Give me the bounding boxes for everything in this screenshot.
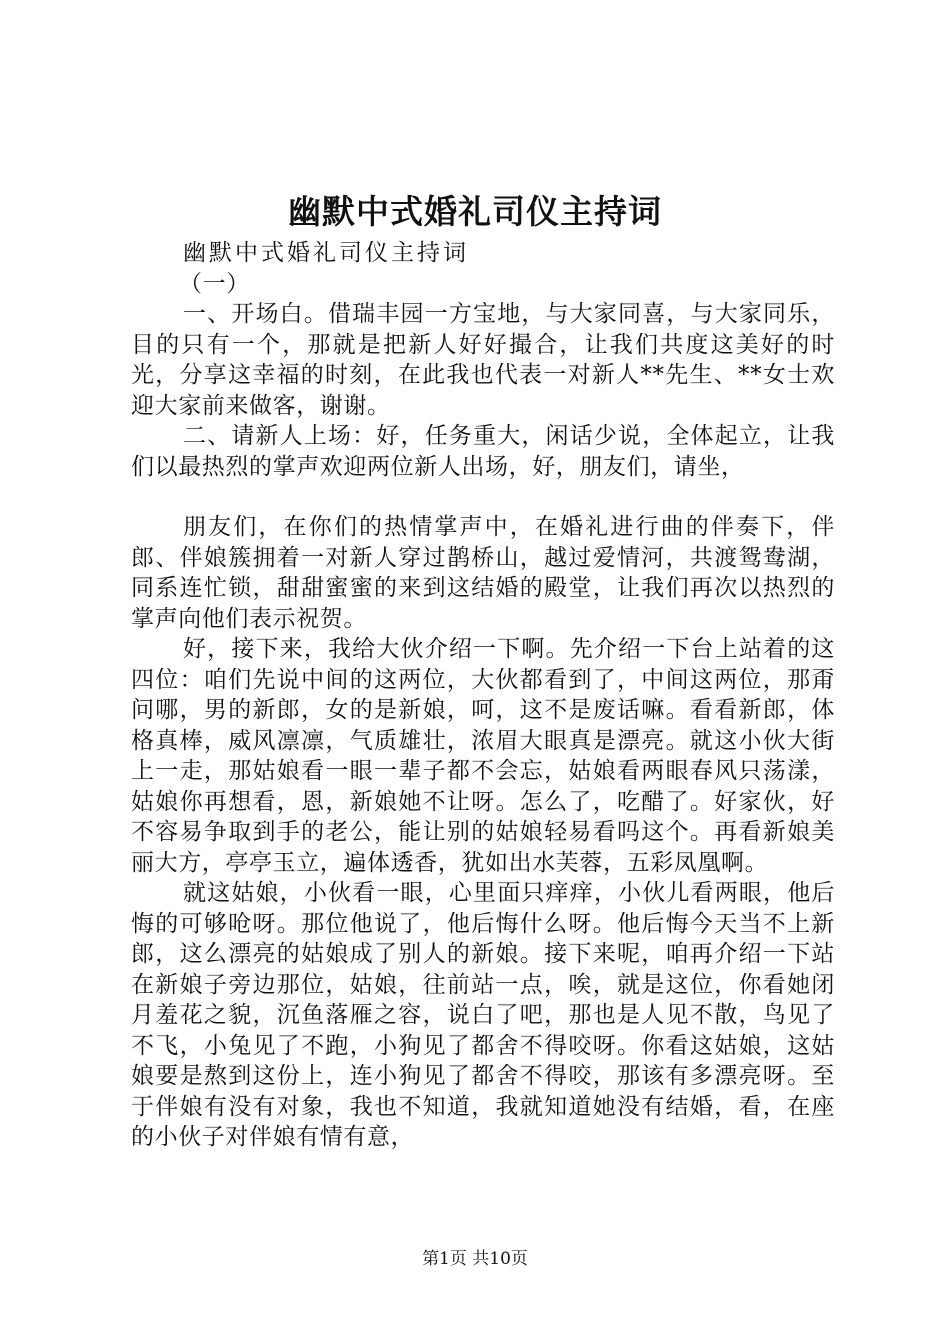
document-title: 幽默中式婚礼司仪主持词 [288,192,662,231]
paragraph-entrance: 二、请新人上场：好，任务重大，闲话少说，全体起立，让我们以最热烈的掌声欢迎两位新人出场，好，朋友们，请坐， [131,423,835,480]
paragraph-introduction: 好，接下来，我给大伙介绍一下啊。先介绍一下台上站着的这四位：咱们先说中间的这两位，大伙都看到了，中间这两位，那甭问哪，男的新郎，女的是新娘，呵，这不是废话嘛。看看新郎，体格真棒，威风凛凛，气质雄壮，浓眉大眼真是漂亮。就这小伙大街上一走，那姑娘看一眼一辈子都不会忘，姑娘看两眼春风只荡漾，姑娘你再想看，恩，新娘她不让呀。怎么了，吃醋了。好家伙，好不容易争取到手的老公，能让别的姑娘轻易看吗这个。再看新娘美丽大方，亭亭玉立，遍体透香，犹如出水芙蓉，五彩凤凰啊。 [131,636,835,876]
section-marker: （一） [179,270,250,297]
document-subtitle: 幽默中式婚礼司仪主持词 [183,240,469,266]
paragraph-bridesmaid: 就这姑娘，小伙看一眼，心里面只痒痒，小伙儿看两眼，他后悔的可够呛呀。那位他说了，他后悔什么呀。他后悔今天当不上新郎，这么漂亮的姑娘成了别人的新娘。接下来呢，咱再介绍一下站在新娘子旁边那位，姑娘，往前站一点，唉，就是这位，你看她闭月羞花之貌，沉鱼落雁之容，说白了吧，那也是人见不散，鸟见了不飞，小兔见了不跑，小狗见了都舍不得咬呀。你看这姑娘，这姑娘要是熬到这份上，连小狗见了都舍不得咬，那该有多漂亮呀。至于伴娘有没有对象，我也不知道，我就知道她没有结婚，看，在座的小伙子对伴娘有情有意， [131,880,835,1150]
document-body [131,238,835,1153]
paragraph-gap [131,482,835,512]
paragraph-opening: 一、开场白。借瑞丰园一方宝地，与大家同喜，与大家同乐，目的只有一个，那就是把新人好好撮合，让我们共度这美好的时光，分享这幸福的时刻，在此我也代表一对新人**先生、**女士欢迎大家前来做客，谢谢。 [131,301,835,419]
paragraph-friends: 朋友们，在你们的热情掌声中，在婚礼进行曲的伴奏下，伴郎、伴娘簇拥着一对新人穿过鹊桥山，越过爱情河，共渡鸳鸯湖，同系连忙锁，甜甜蜜蜜的来到这结婚的殿堂，让我们再次以热烈的掌声向他们表示祝贺。 [131,514,835,632]
page-footer: 第1页 共10页 [422,1249,528,1269]
